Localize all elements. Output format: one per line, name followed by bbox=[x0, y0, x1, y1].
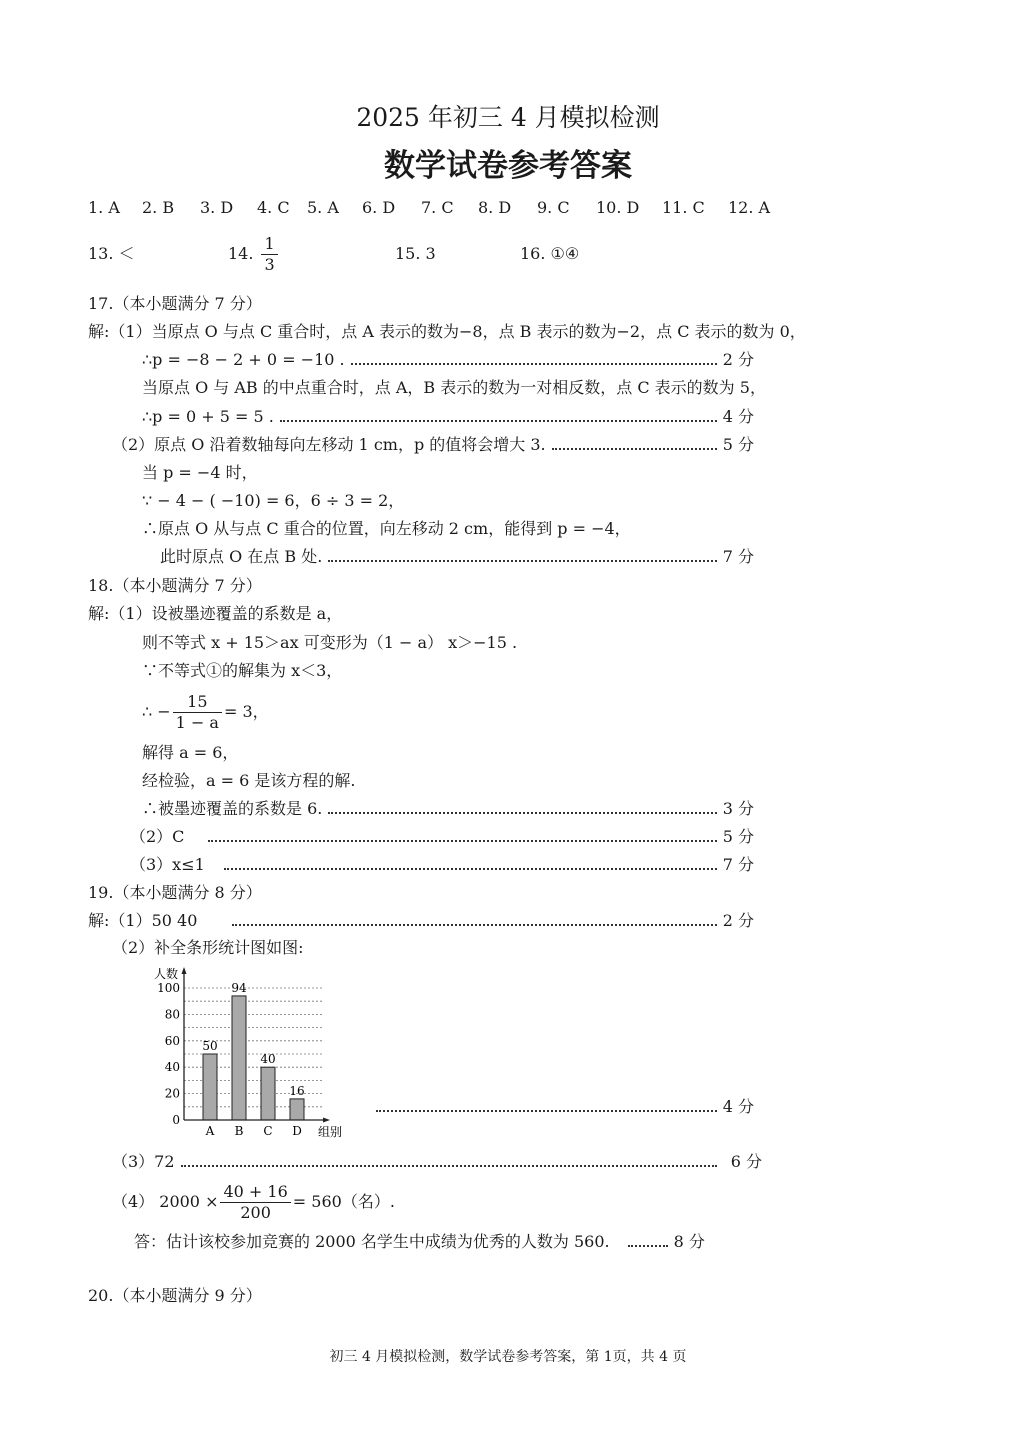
q17-line: ∴p = −8 − 2 + 0 = −10 . bbox=[142, 350, 345, 369]
y-axis-label: 人数 bbox=[154, 967, 179, 981]
q17-line: 当 p = −4 时， bbox=[142, 463, 258, 482]
leader-dots bbox=[351, 363, 717, 365]
q17-step bbox=[160, 547, 754, 567]
score: 3 分 bbox=[722, 799, 754, 818]
x-tick-label: D bbox=[292, 1124, 302, 1138]
bar-D bbox=[290, 1099, 304, 1120]
y-axis-arrow bbox=[182, 967, 187, 974]
q18-line: 解得 a = 6， bbox=[142, 743, 239, 762]
answer-key-title: 数学试卷参考答案 bbox=[384, 148, 632, 184]
q17-line: 解:（1）当原点 O 与点 C 重合时，点 A 表示的数为−8，点 B 表示的数为−2，点 C 表示的数为 0， bbox=[88, 322, 806, 341]
y-tick-label: 80 bbox=[164, 1007, 180, 1022]
x-axis-label: 组别 bbox=[318, 1125, 343, 1139]
y-tick-label: 100 bbox=[157, 981, 180, 995]
q19-step bbox=[88, 911, 754, 931]
score: 6 分 bbox=[730, 1152, 762, 1171]
q18-line: ∴被墨迹覆盖的系数是 6. bbox=[142, 799, 323, 818]
q17-line: ∴原点 O 从与点 C 重合的位置，向左移动 2 cm，能得到 p = −4， bbox=[142, 519, 631, 538]
q18-line: ∵不等式①的解集为 x＜3， bbox=[142, 661, 343, 680]
leader-dots bbox=[552, 448, 717, 450]
equation-suffix: = 560（名）. bbox=[292, 1192, 395, 1211]
leader-dots bbox=[280, 420, 717, 422]
bar-A bbox=[203, 1054, 217, 1120]
choice-answer: 5. A bbox=[307, 198, 339, 217]
q18-heading: 18.（本小题满分 7 分） bbox=[88, 576, 262, 595]
denominator: 1 − a bbox=[175, 712, 219, 732]
x-tick-label: A bbox=[205, 1124, 215, 1138]
score: 8 分 bbox=[673, 1232, 705, 1251]
numerator: 15 bbox=[173, 692, 222, 713]
y-tick-label: 20 bbox=[164, 1086, 180, 1101]
leader-dots bbox=[328, 560, 716, 562]
y-tick-label: 0 bbox=[172, 1113, 180, 1127]
q18-line: （3）x≤1 bbox=[130, 855, 205, 874]
q19-line: 答：估计该校参加竞赛的 2000 名学生中成绩为优秀的人数为 560. bbox=[134, 1232, 610, 1251]
score: 4 分 bbox=[722, 1097, 754, 1116]
fill-answer-15: 15. 3 bbox=[395, 244, 436, 263]
data-label: 40 bbox=[260, 1052, 276, 1067]
fill-answer-16: 16. ①④ bbox=[520, 244, 580, 263]
choice-answer: 3. D bbox=[200, 198, 234, 217]
leader-dots bbox=[208, 840, 717, 842]
leader-dots bbox=[181, 1165, 717, 1167]
q19-heading: 19.（本小题满分 8 分） bbox=[88, 883, 262, 902]
score: 4 分 bbox=[722, 407, 754, 426]
score: 7 分 bbox=[722, 855, 754, 874]
fill-answer-13: 13. ＜ bbox=[88, 244, 135, 263]
score: 2 分 bbox=[722, 911, 754, 930]
y-tick-label: 40 bbox=[164, 1060, 180, 1075]
q19-equation bbox=[112, 1178, 395, 1226]
leader-dots bbox=[328, 812, 716, 814]
fraction bbox=[220, 1182, 290, 1223]
leader-dots bbox=[224, 868, 717, 870]
choice-answer: 8. D bbox=[478, 198, 512, 217]
x-tick-label: B bbox=[234, 1124, 244, 1138]
q17-heading: 17.（本小题满分 7 分） bbox=[88, 294, 262, 313]
x-axis-arrow bbox=[323, 1118, 330, 1123]
q17-step bbox=[142, 350, 754, 370]
denominator: 200 bbox=[240, 1202, 271, 1222]
q19-line: （3）72 bbox=[112, 1152, 175, 1171]
equation-prefix: （4） 2000 × bbox=[112, 1192, 219, 1211]
numerator: 40 + 16 bbox=[220, 1182, 290, 1203]
q18-line: 解:（1）设被墨迹覆盖的系数是 a， bbox=[88, 604, 343, 623]
q19-step bbox=[134, 1232, 754, 1252]
q19-chart-score bbox=[376, 1097, 754, 1117]
bar-C bbox=[261, 1067, 275, 1120]
denominator: 3 bbox=[264, 254, 275, 274]
q17-line: （2）原点 O 沿着数轴每向左移动 1 cm，p 的值将会增大 3. bbox=[112, 435, 546, 454]
leader-dots bbox=[232, 924, 717, 926]
q19-line: 解:（1）50 40 bbox=[88, 911, 198, 930]
choice-answer: 12. A bbox=[728, 198, 771, 217]
q17-line: 当原点 O 与 AB 的中点重合时，点 A，B 表示的数为一对相反数，点 C 表示的数为 5， bbox=[142, 378, 766, 397]
fill-answer-14 bbox=[228, 232, 280, 276]
score: 5 分 bbox=[722, 435, 754, 454]
chart-labels bbox=[157, 981, 305, 1138]
q18-equation bbox=[142, 690, 269, 734]
exam-title: 2025 年初三 4 月模拟检测 bbox=[356, 103, 660, 132]
q17-line: 此时原点 O 在点 B 处. bbox=[160, 547, 323, 566]
bar-chart bbox=[148, 960, 358, 1145]
score: 7 分 bbox=[722, 547, 754, 566]
equation-suffix: = 3， bbox=[223, 702, 269, 721]
data-label: 50 bbox=[202, 1039, 218, 1053]
q18-line: 经检验，a = 6 是该方程的解. bbox=[142, 771, 356, 790]
numerator: 1 bbox=[261, 234, 277, 255]
choice-answer: 1. A bbox=[88, 198, 120, 217]
choice-answer: 9. C bbox=[537, 198, 570, 217]
data-label: 16 bbox=[289, 1083, 305, 1098]
q17-step bbox=[112, 435, 754, 455]
q18-step bbox=[130, 827, 754, 847]
choice-answer: 11. C bbox=[662, 198, 705, 217]
x-tick-label: C bbox=[263, 1124, 273, 1138]
page-footer: 初三 4 月模拟检测，数学试卷参考答案，第 1页，共 4 页 bbox=[329, 1349, 687, 1365]
choice-answer: 2. B bbox=[142, 198, 175, 217]
score: 2 分 bbox=[722, 350, 754, 369]
q20-heading: 20.（本小题满分 9 分） bbox=[88, 1286, 262, 1305]
choice-answer: 4. C bbox=[257, 198, 290, 217]
fraction bbox=[261, 234, 277, 275]
q17-line: ∵ − 4 − ( −10) = 6，6 ÷ 3 = 2， bbox=[142, 491, 405, 510]
q18-step bbox=[130, 855, 754, 875]
data-label: 94 bbox=[231, 980, 247, 995]
y-tick-label: 60 bbox=[164, 1033, 180, 1048]
q19-line: （2）补全条形统计图如图: bbox=[112, 938, 304, 957]
choice-answer: 10. D bbox=[596, 198, 640, 217]
bar-B bbox=[232, 996, 246, 1120]
q18-line: 则不等式 x + 15＞ax 可变形为（1 − a） x＞−15 . bbox=[142, 633, 518, 652]
score: 5 分 bbox=[722, 827, 754, 846]
q18-step bbox=[142, 799, 754, 819]
q17-line: ∴p = 0 + 5 = 5 . bbox=[142, 407, 274, 426]
q17-step bbox=[142, 407, 754, 427]
leader-dots bbox=[628, 1245, 668, 1247]
question-number: 14. bbox=[228, 244, 254, 263]
q18-line: （2）C bbox=[130, 827, 185, 846]
fraction bbox=[173, 692, 222, 733]
q19-step bbox=[112, 1152, 762, 1172]
choice-answer: 7. C bbox=[421, 198, 454, 217]
choice-answer: 6. D bbox=[362, 198, 396, 217]
equation-prefix: ∴ − bbox=[142, 702, 171, 721]
leader-dots bbox=[376, 1110, 717, 1112]
